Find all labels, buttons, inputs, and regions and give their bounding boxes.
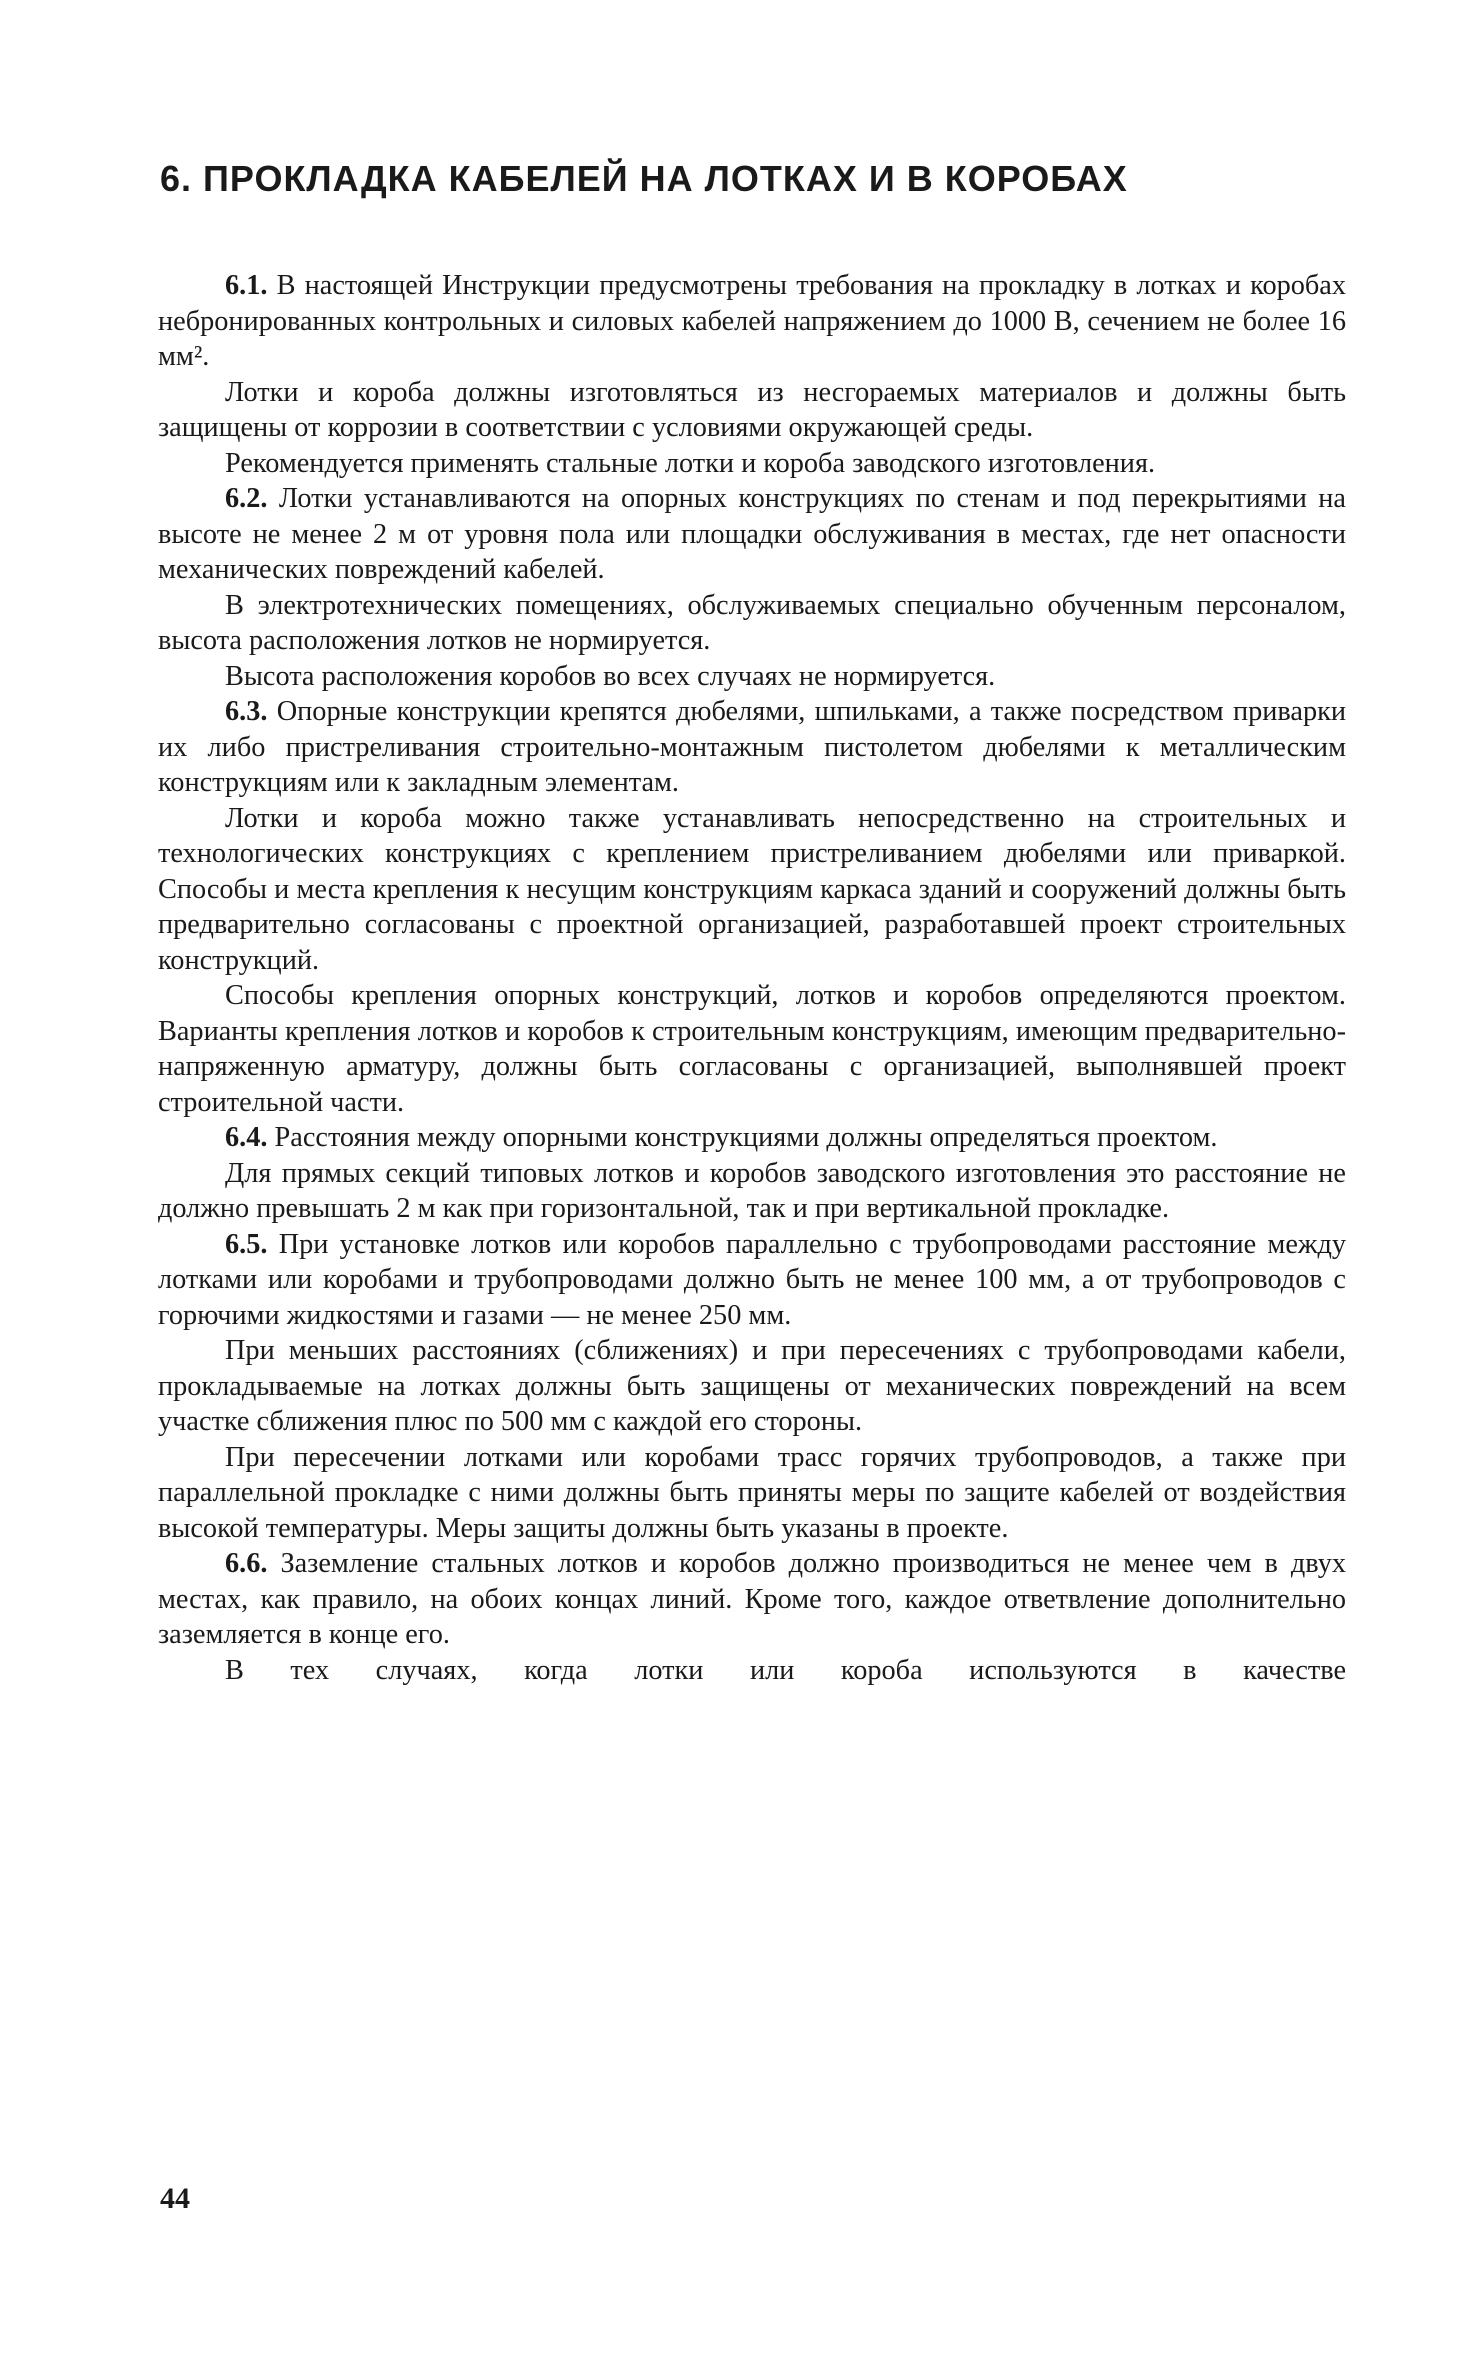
clause-number: 6.3. [225, 696, 268, 727]
paragraph-text: Для прямых секций типовых лотков и коробов заводского изготовления это расстояние не должно превышать 2 м как при горизонтальной, так и при вертикальной прокладке. [158, 1157, 1346, 1224]
paragraph [158, 1156, 1346, 1227]
paragraph-text: Лотки устанавливаются на опорных конструкциях по стенам и под перекрытиями на высоте не менее 2 м от уровня пола или площадки обслуживания в местах, где нет опасности механических повреждений кабелей. [158, 483, 1346, 585]
paragraph [158, 375, 1346, 446]
paragraph-text: Расстояния между опорными конструкциями должны определяться проектом. [267, 1122, 1218, 1153]
paragraph [158, 588, 1346, 659]
paragraph-text: Лотки и короба должны изготовляться из несгораемых материалов и должны быть защищены от коррозии в соответствии с условиями окружающей среды. [158, 376, 1346, 443]
paragraph [158, 801, 1346, 979]
clause-number: 6.1. [225, 270, 268, 301]
paragraph [158, 446, 1346, 482]
paragraph [158, 1333, 1346, 1440]
paragraph-text: Опорные конструкции крепятся дюбелями, шпильками, а также посредством приварки их либо пристреливания строительно-монтажным пистолетом дюбелями к металлическим конструкциям или к закладным элементам. [158, 696, 1346, 798]
clause-number: 6.6. [225, 1548, 268, 1579]
paragraph-text: В настоящей Инструкции предусмотрены требования на прокладку в лотках и коробах небронированных контрольных и силовых кабелей напряжением до 1000 В, сечением не более 16 мм². [158, 270, 1346, 372]
paragraph-text: При меньших расстояниях (сближениях) и при пересечениях с трубопроводами кабели, прокладываемые на лотках должны быть защищены от механических повреждений на всем участке сближения плюс по 500 мм с каждой его стороны. [158, 1335, 1346, 1437]
paragraph-text: Лотки и короба можно также устанавливать непосредственно на строительных и технологических конструкциях с креплением пристреливанием дюбелями или приваркой. Способы и места крепления к несущим конструкциям каркаса зданий и сооружений должны быть предварительно согласованы с проектной организацией, разработавшей проект строительных конструкций. [158, 802, 1346, 976]
clause-number: 6.4. [225, 1122, 268, 1153]
paragraph-text: Высота расположения коробов во всех случаях не нормируется. [225, 660, 996, 692]
body-text [158, 268, 1346, 1688]
section-heading: 6. ПРОКЛАДКА КАБЕЛЕЙ НА ЛОТКАХ И В КОРОБАХ [160, 158, 1128, 199]
paragraph [158, 1120, 1346, 1156]
paragraph-text: В электротехнических помещениях, обслуживаемых специально обученным персоналом, высота расположения лотков не нормируется. [158, 589, 1346, 656]
paragraph-text: Способы крепления опорных конструкций, лотков и коробов определяются проектом. Варианты крепления лотков и коробов к строительным конструкциям, имеющим предварительно-напряженную арматуру, должны быть согласованы с организацией, выполнявшей проект строительной части. [158, 980, 1346, 1118]
paragraph [158, 1546, 1346, 1653]
paragraph [158, 268, 1346, 375]
paragraph-text: При установке лотков или коробов параллельно с трубопроводами расстояние между лотками или коробами и трубопроводами должно быть не менее 100 мм, а от трубопроводов с горючими жидкостями и газами — не менее 250 мм. [158, 1228, 1346, 1331]
paragraph [158, 1227, 1346, 1334]
paragraph-text: Рекомендуется применять стальные лотки и короба заводского изготовления. [225, 447, 1156, 479]
paragraph [158, 1653, 1346, 1689]
paragraph-text: В тех случаях, когда лотки или короба используются в качестве [225, 1654, 1346, 1686]
paragraph [158, 1440, 1346, 1547]
paragraph [158, 481, 1346, 588]
clause-number: 6.5. [225, 1228, 268, 1260]
paragraph [158, 694, 1346, 801]
paragraph [158, 659, 1346, 695]
page-number: 44 [160, 2182, 190, 2215]
paragraph-text: При пересечении лотками или коробами трасс горячих трубопроводов, а также при параллельной прокладке с ними должны быть приняты меры по защите кабелей от воздействия высокой температуры. Меры защиты должны быть указаны в проекте. [158, 1441, 1346, 1544]
paragraph [158, 978, 1346, 1120]
paragraph-text: Заземление стальных лотков и коробов должно производиться не менее чем в двух местах, как правило, на обоих концах линий. Кроме того, каждое ответвление дополнительно заземляется в конце его. [158, 1548, 1346, 1650]
clause-number: 6.2. [225, 483, 268, 514]
